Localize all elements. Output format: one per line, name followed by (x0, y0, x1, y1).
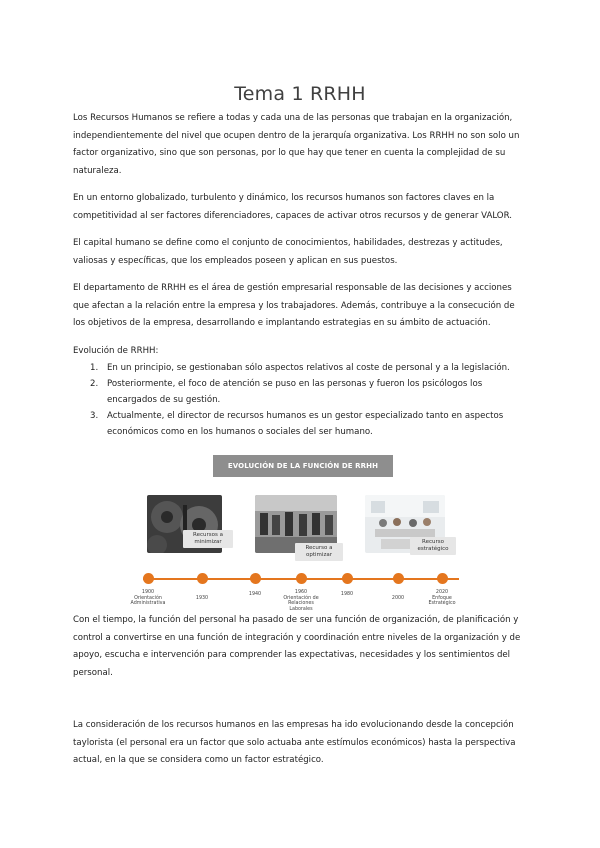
paragraph-definition: Los Recursos Humanos se refiere a todas y cada una de las personas que trabajan en la organización, independientemente del nivel que ocupen dentro de la jerarquía organizativa. Los RRHH no son solo un factor organizativo, sino que son personas, por lo que hay que tener en cuenta la complejidad de su naturaleza. (73, 113, 520, 176)
evolution-list (73, 360, 529, 440)
timeline-dot (342, 573, 353, 584)
label-minimize: Recursos a minimizar (183, 530, 233, 548)
timeline-dot (197, 573, 208, 584)
paragraph-hr-department: El departamento de RRHH es el área de gestión empresarial responsable de las decisiones y acciones que afectan a la relación entre la empresa y los trabajadores. Además, contribuye a la consecución de los objetivos de la empresa, desarrollando e implantando estrategias en su ámbito de actuación. (73, 283, 515, 328)
timeline-year: 1960 (294, 590, 308, 595)
timeline-dot (296, 573, 307, 584)
timeline-dot (393, 573, 404, 584)
paragraph-human-capital: El capital humano se define como el conjunto de conocimientos, habilidades, destrezas y actitudes, valiosas y específicas, que los empleados poseen y aplican en sus puestos. (73, 238, 503, 266)
list-item (73, 408, 529, 440)
label-optimize: Recurso a optimizar (295, 543, 343, 561)
timeline-label (231, 592, 279, 598)
timeline-year: 2020 (435, 590, 449, 595)
timeline-year: 1900 (141, 590, 155, 595)
timeline-year: 1930 (195, 596, 209, 601)
label-strategic: Recurso estratégico (410, 537, 456, 555)
timeline-label (418, 590, 466, 607)
list-item (73, 376, 529, 408)
evolution-heading: Evolución de RRHH: (73, 346, 159, 356)
infographic-banner: EVOLUCIÓN DE LA FUNCIÓN DE RRHH (213, 455, 393, 477)
timeline-year: 1980 (340, 592, 354, 597)
list-item (73, 360, 529, 376)
timeline-dot (143, 573, 154, 584)
list-item-text: Posteriormente, el foco de atención se puso en las personas y fueron los psicólogos los encargados de su gestión. (107, 379, 483, 405)
timeline-label (178, 596, 226, 602)
timeline-caption: Enfoque Estratégico (428, 595, 456, 607)
page-title: Tema 1 RRHH (234, 82, 366, 105)
paragraph-strategic-factor: La consideración de los recursos humanos en las empresas ha ido evolucionando desde la concepción taylorista (el personal era un factor que solo actuaba ante estímulos económicos) hasta la perspectiva actual, en la que se considera como un factor estratégico. (73, 720, 516, 765)
timeline-label (277, 590, 325, 612)
timeline-dot (437, 573, 448, 584)
paragraph-competitiveness: En un entorno globalizado, turbulento y dinámico, los recursos humanos son factores claves en la competitividad al ser factores diferenciadores, capaces de activar otros recursos y de generar VALOR. (73, 193, 512, 221)
timeline-label (374, 596, 422, 602)
list-item-text: En un principio, se gestionaban sólo aspectos relativos al coste de personal y a la legislación. (107, 363, 510, 373)
timeline-dot (250, 573, 261, 584)
timeline-caption: Orientación de Relaciones Laborales (283, 595, 319, 612)
list-item-text: Actualmente, el director de recursos humanos es un gestor especializado tanto en aspectos económicos como en los humanos o sociales del ser humano. (107, 411, 504, 437)
list-number: 1. (90, 363, 99, 373)
paragraph-function-evolution: Con el tiempo, la función del personal ha pasado de ser una función de organización, de planificación y control a convertirse en una función de integración y coordinación entre niveles de la organización y de apoyo, escucha e intervención para comprender las expectativas, necesidades y los sentimientos del personal. (73, 615, 521, 678)
timeline-label (124, 590, 172, 607)
list-number: 3. (90, 411, 99, 421)
timeline-label (323, 592, 371, 598)
list-number: 2. (90, 379, 99, 389)
timeline-caption: Orientación Administrativa (130, 595, 166, 607)
timeline-year: 1940 (248, 592, 262, 597)
hr-evolution-infographic (125, 455, 475, 615)
timeline-year: 2000 (391, 596, 405, 601)
